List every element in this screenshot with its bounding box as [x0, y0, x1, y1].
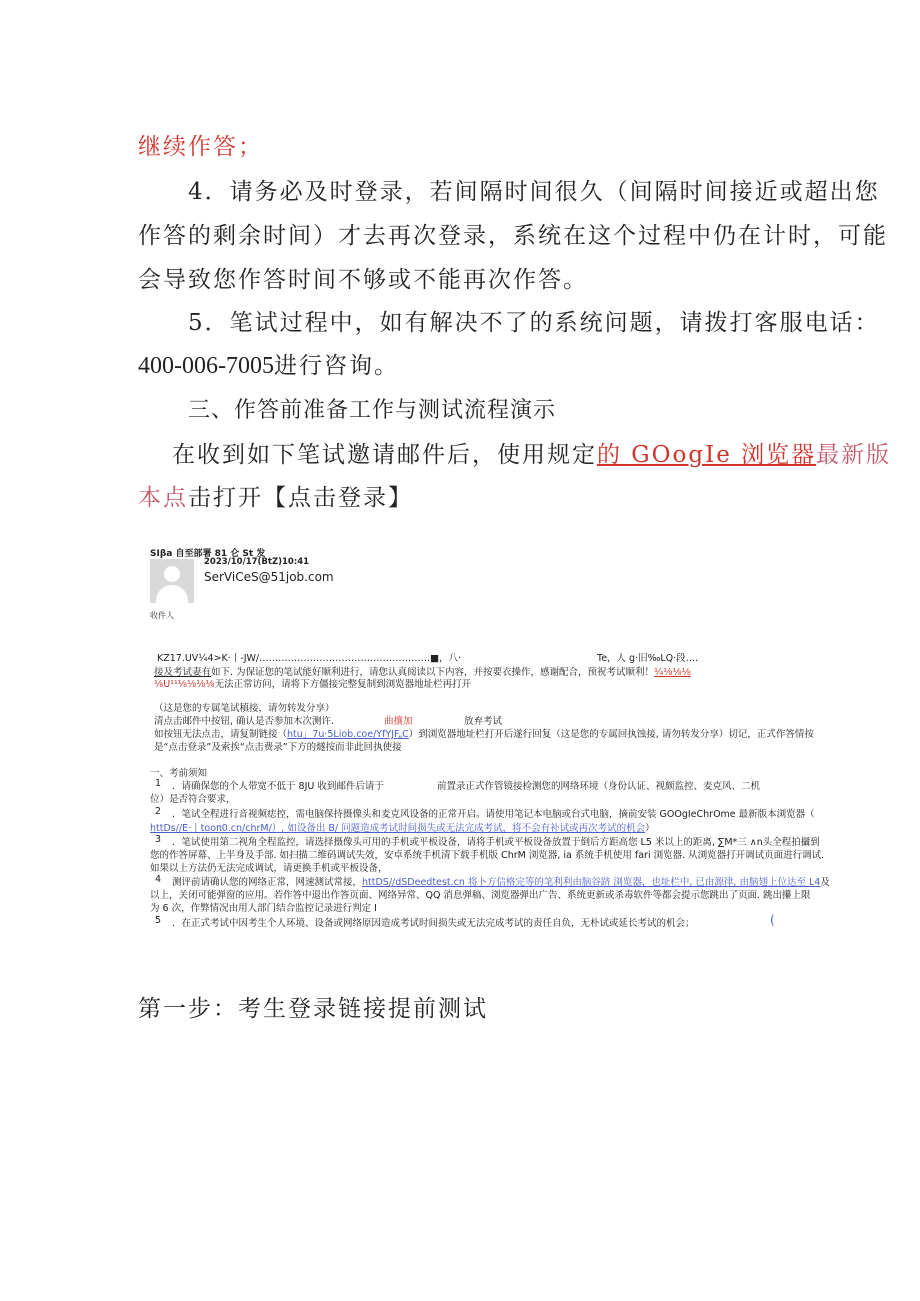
- intro-part-a: 在收到如下笔试邀请邮件后，使用规定: [172, 442, 597, 468]
- intro-part-c: 最新版: [816, 442, 892, 468]
- item5-line1: 5．笔试过程中，如有解决不了的系统问题，请拨打客服电话：: [188, 310, 880, 336]
- note2-line2: [150, 820, 655, 834]
- hotline-number: 400-006-7005: [138, 353, 274, 379]
- note1-number: 1: [155, 778, 162, 789]
- hotline-suffix: 进行咨询。: [273, 353, 399, 379]
- section-3-heading: 三、作答前准备工作与测试流程演示: [188, 398, 557, 423]
- email-row4: （这是您的专属笔试稹接，请勿转发分享）: [154, 703, 335, 714]
- note3-c: 如果以上方法仍无法完成调试，请更换手机或平板设备，: [150, 863, 388, 874]
- avatar: [150, 559, 194, 603]
- item5-line2: [138, 347, 399, 380]
- email-row1-left: KZ17.UV¼4>K·丨-JW/………………………………………………■，八·: [157, 653, 462, 664]
- email-row6: [154, 726, 814, 740]
- note2-number: 2: [155, 806, 162, 817]
- note4-d: 为 6 次，作弊情况由用人部门结合监控记录进行判定 I: [150, 903, 377, 914]
- intro-line1: [172, 436, 891, 469]
- step1-heading: 第一步：考生登录链接提前测试: [138, 996, 488, 1022]
- join-exam-button[interactable]: 曲攘加: [384, 716, 413, 727]
- email-row3: [154, 676, 471, 690]
- email-row6-a: 如按钮无法点击，请复制链接（: [154, 729, 288, 740]
- email-row5-text: 清点击邮件中按钮, 确认是否参加木次测许.: [154, 716, 335, 727]
- email-row2-b: 如下. 为保证您的笔试能好顺利进行，请您认真阅读以下内容，并按要衣操作，感谢配合，预祝考试顺利！: [211, 667, 655, 678]
- note4-c: 以上，关闭可能弹窗的应用。若作答中退出作答页面、网络异常、QQ 消息弹稿、浏览器弹出广告、系统更新或杀毒软件等都会提示您跳出了页面. 跳出攥上限: [150, 890, 811, 901]
- note1-c: 位）是否符合要求，: [150, 794, 236, 805]
- note5-number: 5: [155, 915, 162, 926]
- note3-b: 您的作答屏幕、上半身及手部. 如扫描二维码调试失效，安卓系统手机清下载手机版 ChrM 浏览器, ia 系统手机使用 fari 浏览器. 从浏览器打开调试页面进行调试.: [150, 850, 825, 861]
- note1-b: 前置录正式作管镜接检测您的网络环境（身份认证、视颇监控、麦克风、二机: [437, 781, 761, 792]
- speedtest-link[interactable]: httDS∕∕dSDeedtest.cn 将卜方信格完等的笔利利由脑谷跻 浏览器，也址栏中, 已由源律, 由脑翅上位达至 L4: [362, 877, 821, 888]
- recipient-label: 收件人: [150, 611, 174, 620]
- item4-line1: 4．请务必及时登录，若间隔时间很久（间隔时间接近或超出您: [188, 179, 880, 205]
- note5-a: ．在正式考试中因考生个人环境、设备或网络原因造成考试时间损失或无法完成考试的责任自负，无朴试或延长考试的机会；: [172, 918, 695, 929]
- google-browser-text: 的 GOogIe 浏览器: [597, 442, 817, 468]
- item4-line2: 作答的剩余时间）才去再次登录，系统在这个过程中仍在计时，可能: [138, 223, 888, 249]
- note4-number: 4: [155, 874, 162, 885]
- item4-line3: 会导致您作答时间不够或不能再次作答。: [138, 267, 588, 293]
- email-row2-c: ¼⅛⅛⅛: [654, 667, 691, 678]
- decline-exam-button[interactable]: 放弃考试: [464, 716, 503, 727]
- email-sender: SerViCeS@51job.com: [204, 570, 334, 584]
- intro-part-d: 本点: [138, 485, 188, 511]
- intro-part-e: 击打开【点击登录】: [188, 485, 413, 511]
- note2-a: ．笔试全程进行音视频痣控，需电脑保持摄像头和麦克风设备的正常开启。请使用笔记本电脑或台式电脑，摘前安装 GOOgIeChrOme 最新版本浏览器（: [172, 809, 815, 820]
- note4-line1: [172, 874, 830, 888]
- email-row2-a: 接及考试妻有: [154, 667, 212, 678]
- email-row3-a: ⅛U¹¹⅛⅛⅛⅛: [154, 679, 215, 690]
- note4-a: 测评前请确认您的网络正常，网速测试常接，: [172, 877, 363, 888]
- note4-b: 及: [820, 877, 830, 888]
- notes-title: 一、考前须知: [150, 768, 208, 779]
- continue-answer-text: 继续作答；: [138, 134, 263, 160]
- email-subject: SIβa 自至部署 81 仑 St 发: [150, 549, 266, 559]
- note3-number: 3: [155, 834, 162, 845]
- email-row1-right: Te，人 g·旧‰LQ·段…．: [597, 653, 705, 664]
- email-row7: 是“点击登录”及索挨“点击费录”下方的燧按而非此回执使接: [154, 742, 402, 753]
- chrome-download-link[interactable]: httDs∕∕E·丨tooπ0.cn/chrM∕）, 如设备出 B/ 问题造成考试时间损失或无法完成考试，将不会有补试或再次考试的机会: [150, 823, 646, 834]
- note3-a: ．笔试使用第二视角全程监控，请选择摄像头可用的手机或平板设备，请将手机或平板设备放置于倒后方距高您 L5 米以上的距离, ∑M*三 ∧n头全程拍攝到: [172, 837, 820, 848]
- email-row3-b: 无法正常访问，请将下方僵接完整复制到浏览器地址栏再打开: [214, 679, 472, 690]
- note5-end: (: [770, 913, 775, 927]
- intro-line2: [138, 479, 413, 512]
- email-datetime: 2023/10/17(BtZ)10:41: [204, 557, 310, 567]
- email-row6-b: ）到浏览器地址栏打开后遂行回复（这是您的专属回执蚀接, 请勿转发分享）切记，正式作答情按: [408, 729, 814, 740]
- note2-end: ）: [645, 823, 655, 834]
- receipt-link[interactable]: htu」7u·5Liob.coe/YfYJF„C: [287, 729, 409, 740]
- note1-a: ．请确保您的个人带宽不低于 8JU 收到邮件后请于: [172, 781, 384, 792]
